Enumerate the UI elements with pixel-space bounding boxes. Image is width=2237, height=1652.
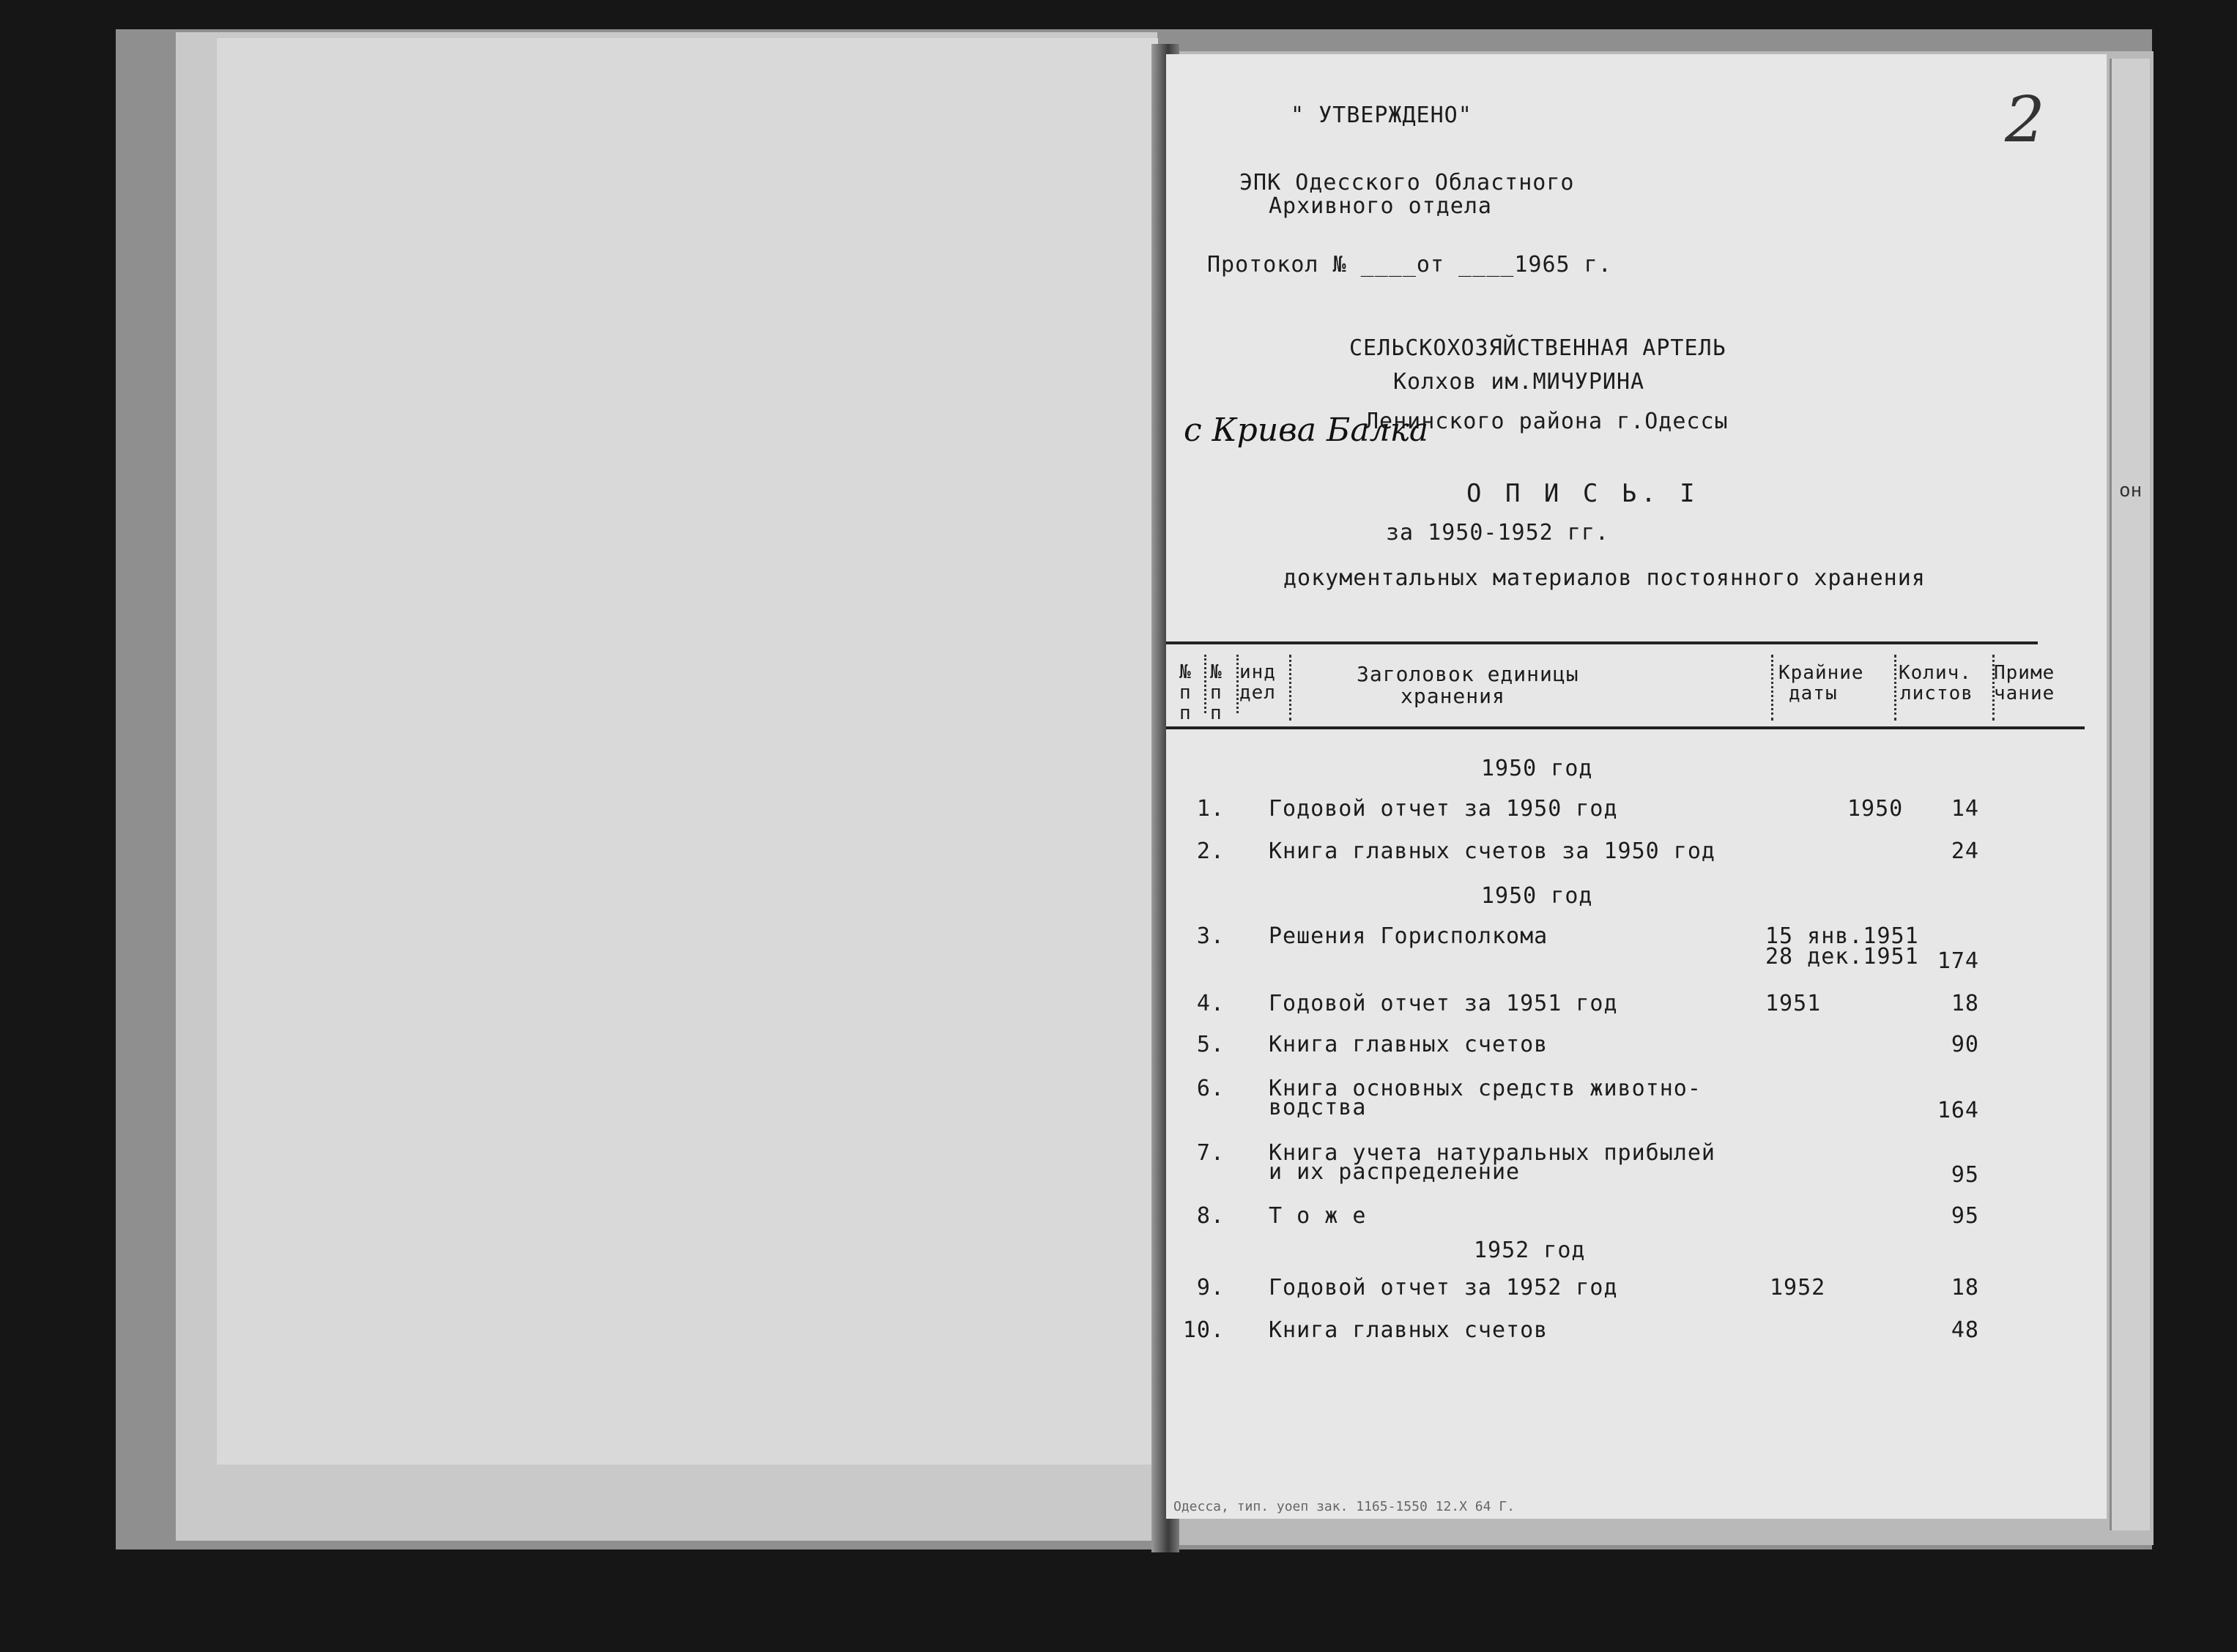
row-title: Годовой отчет за 1951 год — [1269, 991, 1618, 1016]
row-sheets: 14 — [1951, 796, 1979, 822]
col-separator — [1771, 655, 1773, 721]
table-row — [1166, 1317, 2107, 1372]
table-row — [1166, 1076, 2107, 1131]
row-sheets: 18 — [1951, 991, 1979, 1016]
row-sheets: 174 — [1937, 948, 1979, 974]
row-title: Книга главных счетов — [1269, 1317, 1548, 1343]
period: за 1950-1952 гг. — [1386, 520, 1609, 546]
row-number: 4. — [1196, 991, 1225, 1016]
col-dates-l2: даты — [1789, 682, 1838, 704]
row-number: 5. — [1196, 1032, 1225, 1057]
col-separator — [1204, 655, 1206, 713]
commission-line-1: ЭПК Одесского Областного — [1239, 170, 1575, 196]
row-sheets: 48 — [1951, 1317, 1979, 1343]
col-separator — [1236, 655, 1239, 713]
row-title: Т о ж е — [1269, 1203, 1367, 1229]
next-sheet-edge — [2110, 59, 2150, 1530]
row-sheets: 18 — [1951, 1275, 1979, 1301]
col-sheets-l1: Колич. — [1899, 662, 1972, 684]
protocol-line: Протокол № ____от ____1965 г. — [1207, 252, 1612, 278]
row-sheets: 95 — [1951, 1162, 1979, 1188]
row-dates-start: 15 янв.1951 — [1765, 923, 1919, 949]
col-separator — [1894, 655, 1896, 721]
col-note-l2: чание — [1994, 682, 2055, 704]
row-number: 8. — [1196, 1203, 1225, 1229]
org-line-2: Колхов им.МИЧУРИНА — [1393, 369, 1645, 395]
col-separator — [1992, 655, 1995, 721]
row-title-line-2: водства — [1269, 1095, 1367, 1120]
row-number: 10. — [1182, 1317, 1225, 1343]
section-1950: 1950 год — [1481, 756, 1593, 781]
table-row — [1166, 923, 2107, 974]
table-row — [1166, 1203, 2107, 1258]
col-index: инд дел — [1239, 661, 1276, 704]
row-number: 2. — [1196, 838, 1225, 864]
row-title: Годовой отчет за 1950 год — [1269, 796, 1618, 822]
row-number: 7. — [1196, 1140, 1225, 1166]
section-1951: 1950 год — [1481, 883, 1593, 909]
row-title-line-1: Книга учета натуральных прибылей — [1269, 1140, 1715, 1166]
row-dates-end: 28 дек.1951 — [1765, 944, 1919, 970]
col-separator — [1289, 655, 1291, 721]
col-num: № п п — [1179, 661, 1192, 724]
col-num-2: № п п — [1210, 661, 1223, 724]
page-number-handwritten: 2 — [2005, 83, 2045, 157]
row-sheets: 164 — [1937, 1098, 1979, 1123]
col-title-l1: Заголовок единицы — [1357, 662, 1579, 686]
row-dates: 1951 — [1765, 991, 1822, 1016]
row-dates: 1950 — [1847, 796, 1904, 822]
row-number: 1. — [1196, 796, 1225, 822]
row-dates: 1952 — [1770, 1275, 1826, 1301]
col-title-l2: хранения — [1401, 684, 1505, 708]
row-title: Годовой отчет за 1952 год — [1269, 1275, 1618, 1301]
row-title-line-2: и их распределение — [1269, 1159, 1521, 1185]
table-row — [1166, 1140, 2107, 1195]
row-number: 3. — [1196, 923, 1225, 949]
table-header-rule — [1166, 726, 2085, 729]
col-dates-l1: Крайние — [1778, 662, 1864, 684]
row-title-line-1: Книга основных средств животно- — [1269, 1076, 1702, 1101]
col-note-l1: Приме — [1994, 662, 2055, 684]
table-top-rule — [1166, 641, 2038, 644]
inventory-page — [1166, 54, 2107, 1519]
row-title: Книга главных счетов — [1269, 1032, 1548, 1057]
row-sheets: 95 — [1951, 1203, 1979, 1229]
handwritten-village: с Крива Балка — [1184, 412, 1429, 449]
table-row — [1166, 838, 2107, 893]
row-title: Книга главных счетов за 1950 год — [1269, 838, 1715, 864]
printer-imprint: Одесса, тип. уоеп зак. 1165-1550 12.Х 64 Г. — [1173, 1499, 1515, 1514]
row-number: 6. — [1196, 1076, 1225, 1101]
left-blank-leaf — [217, 38, 1158, 1465]
org-line-3: Ленинского района г.Одессы — [1365, 409, 1729, 434]
approval-stamp: " УТВЕРЖДЕНО" — [1291, 103, 1472, 128]
row-number: 9. — [1196, 1275, 1225, 1301]
col-sheets-l2: листов — [1900, 682, 1973, 704]
row-sheets: 90 — [1951, 1032, 1979, 1057]
document-title: О П И С Ь. I — [1466, 479, 1699, 508]
section-1952: 1952 год — [1474, 1238, 1586, 1263]
commission-line-2: Архивного отдела — [1269, 193, 1492, 219]
org-line-1: СЕЛЬСКОХОЗЯЙСТВЕННАЯ АРТЕЛЬ — [1349, 335, 1726, 361]
subtitle: документальных материалов постоянного хранения — [1283, 565, 1926, 591]
row-sheets: 24 — [1951, 838, 1979, 864]
row-title: Решения Горисполкома — [1269, 923, 1548, 949]
edge-text: он — [2119, 480, 2143, 502]
